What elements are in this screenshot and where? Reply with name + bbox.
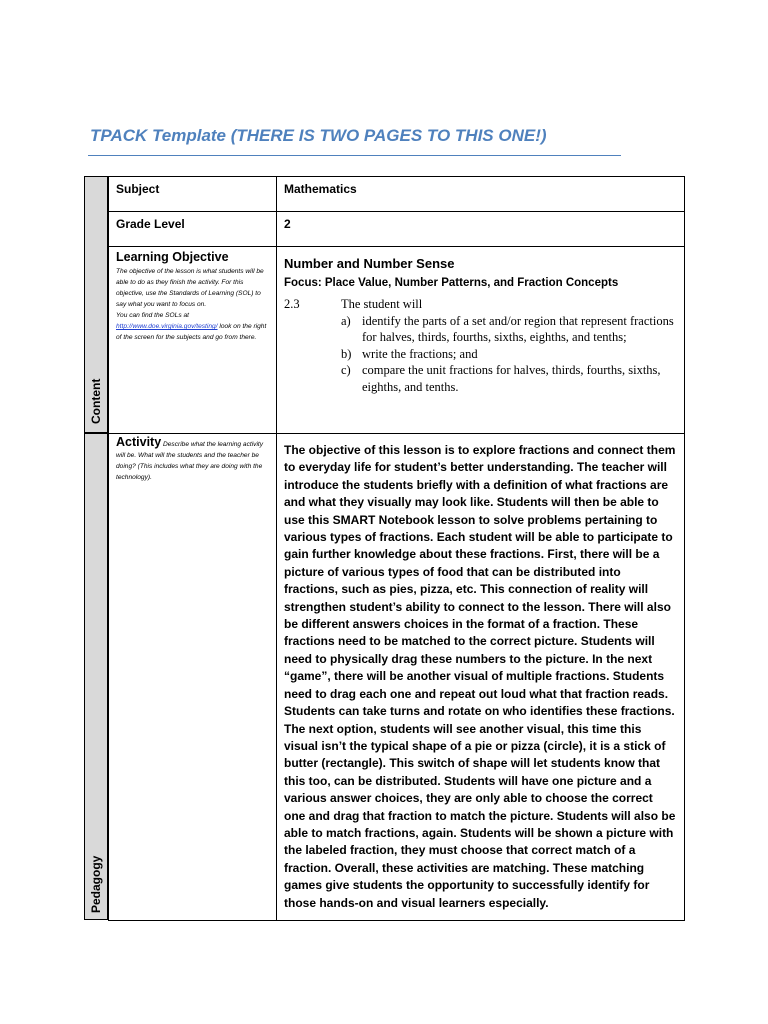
sol-item bbox=[341, 346, 677, 363]
activity-help bbox=[116, 437, 269, 483]
sol-item-text: write the fractions; and bbox=[362, 346, 478, 361]
sol-item-text: compare the unit fractions for halves, thirds, fourths, sixths, eighths, and tenths. bbox=[362, 363, 661, 394]
subject-value-cell bbox=[277, 177, 685, 212]
subject-label-cell bbox=[109, 177, 277, 212]
activity-label: Activity bbox=[116, 435, 162, 449]
activity-description: The objective of this lesson is to explore fractions and connect them to everyday life for student’s better understanding. The teacher will introduce the students briefly with a definition of what fractions are and what they visually may look like. Students will then be able to use this SMART Notebook lesson to solve problems pertaining to various types of fractions. Each student will be able to participate to gain further knowledge about these fractions. First, there will be a picture of various types of food that can be distributed into fractions, such as pies, pizza, etc. This connection of reality will strengthen student’s ability to connect to the lesson. There will also be different answers choices in the format of a fraction. These fractions need to be matched to the correct picture. Students will need to physically drag these numbers to the picture. In the next “game”, there will be another visual of multiple fractions. Students need to drag each one and repeat out loud what that fraction reads. Students can take turns and rotate on who identifies these fractions. The next option, students will see another visual, this time this visual isn’t the typical shape of a pie or pizza (circle), it is a stick of butter (rectangle). This switch of shape will let students know that this too, can be distributed. Students will have one picture and a various answer choices, they are only able to choose the correct one and drag that fraction to match the picture. Students will also be able to match fractions, again. Students will be shown a picture with the labeled fraction, they must choose that correct match of a fraction. Overall, these activities are matching. These matching games give students the opportunity to successfully identify for those hands-on and visual learners especially. bbox=[284, 443, 676, 910]
grade-value: 2 bbox=[284, 217, 291, 231]
pedagogy-section-bar bbox=[84, 433, 108, 920]
subject-value: Mathematics bbox=[284, 182, 357, 196]
title-underline bbox=[88, 155, 621, 156]
sol-item-marker: b) bbox=[341, 346, 352, 361]
sol-item-marker: c) bbox=[341, 363, 351, 377]
objective-heading: Number and Number Sense bbox=[284, 256, 455, 271]
sol-intro: The student will bbox=[341, 297, 423, 311]
grade-label: Grade Level bbox=[116, 217, 185, 231]
tpack-table bbox=[108, 176, 685, 921]
sol-block bbox=[284, 296, 677, 395]
objective-value-cell bbox=[277, 247, 685, 434]
sol-number: 2.3 bbox=[284, 297, 300, 311]
objective-label: Learning Objective bbox=[116, 250, 229, 264]
page-title: TPACK Template (THERE IS TWO PAGES TO THIS ONE!) bbox=[90, 126, 547, 145]
sol-header bbox=[284, 296, 677, 313]
activity-row bbox=[109, 434, 685, 921]
grade-row bbox=[109, 212, 685, 247]
objective-help bbox=[116, 266, 269, 343]
objective-help-text: The objective of the lesson is what students will be able to do as they finish the activity. For this objective, use the Standards of Learning (SOL) to say what you want to focus on. bbox=[116, 268, 264, 308]
activity-label-cell bbox=[109, 434, 277, 921]
objective-row bbox=[109, 247, 685, 434]
objective-help-prefix: You can find the SOLs at bbox=[116, 312, 189, 319]
grade-label-cell bbox=[109, 212, 277, 247]
pedagogy-section-label: Pedagogy bbox=[89, 855, 103, 913]
grade-value-cell bbox=[277, 212, 685, 247]
sol-link[interactable]: http://www.doe.virginia.gov/testing/ bbox=[116, 323, 218, 330]
objective-label-cell bbox=[109, 247, 277, 434]
objective-focus: Focus: Place Value, Number Patterns, and Fraction Concepts bbox=[284, 277, 619, 289]
sol-item bbox=[341, 362, 677, 395]
sol-item-text: identify the parts of a set and/or region that represent fractions for halves, thirds, fourths, sixths, eighths, and tenths; bbox=[362, 313, 674, 344]
sol-items bbox=[341, 313, 677, 396]
sol-item bbox=[341, 313, 677, 346]
activity-help-text: Describe what the learning activity will be. What will the students and the teacher be doing? (This includes what they are doing with the technology). bbox=[116, 441, 264, 481]
subject-row bbox=[109, 177, 685, 212]
subject-label: Subject bbox=[116, 182, 160, 196]
sol-item-marker: a) bbox=[341, 313, 351, 328]
objective-help-link-line bbox=[116, 310, 269, 343]
objective-help-suffix: look on the right of the screen for the subjects and go from there. bbox=[116, 323, 267, 341]
content-section-label: Content bbox=[89, 378, 103, 424]
content-section-bar bbox=[84, 176, 108, 433]
activity-value-cell bbox=[277, 434, 685, 921]
